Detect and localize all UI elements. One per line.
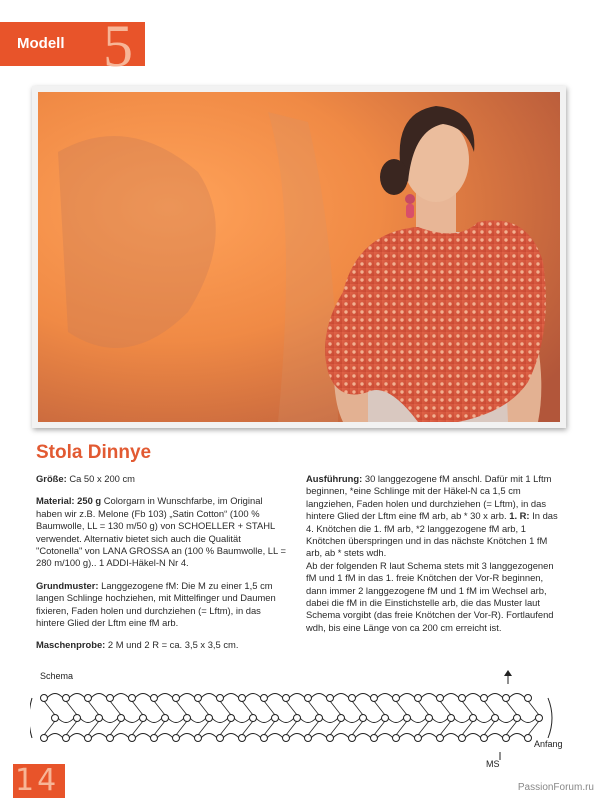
schema-rows <box>30 694 552 742</box>
material-paragraph: Material: 250 g Colorgarn in Wunschfarbe, im Original haben wir z.B. Melone (Fb 103) „Satin Cotton“ (100 % Baumwolle, LL = 130 m/50 g) von SCHOELLER + STAHL verwendet. Alternativ bietet sich auch die Qualität "Cotonella" von LANA GROSSA an (100 % Baumwolle, LL = 280 m/100 g).. 1 ADDI-Häkel-N Nr 4. <box>36 495 286 569</box>
right-column <box>306 473 564 644</box>
left-column <box>36 473 288 662</box>
watermark: PassionForum.ru <box>517 782 594 793</box>
model-label: Modell <box>17 35 65 52</box>
page-number: 14 <box>15 763 60 798</box>
pattern-title: Stola Dinnye <box>36 442 152 463</box>
crochet-schema-diagram <box>30 668 570 768</box>
up-arrow-icon <box>504 670 512 676</box>
size-paragraph: Größe: Ca 50 x 200 cm <box>36 473 135 484</box>
ausfuehrung-continued: Ab der folgenden R laut Schema stets mit 3 langgezogenen fM und 1 fM in das 1. freie Knötchen der Vor-R beginnen, dann immer 2 langgezogene fM und 1 fM im Wechsel arb, dabei die fM in die Einstichstelle arb, die das Muster laut Schema vorgibt (das freie Knötchen der Vor-R). Fortlaufend wdh, bis eine Länge von ca 200 cm erreicht ist. <box>306 559 554 633</box>
model-number: 5 <box>103 13 133 79</box>
model-photo <box>38 92 560 422</box>
anfang-label: Anfang <box>534 739 563 749</box>
maschenprobe-paragraph: Maschenprobe: 2 M und 2 R = ca. 3,5 x 3,5 cm. <box>36 639 239 651</box>
schema-label: Schema <box>40 671 74 681</box>
grundmuster-paragraph: Grundmuster: Langgezogene fM: Die M zu einer 1,5 cm langen Schlinge hochziehen, mit Mittelfinger und Daumen fixieren, Faden holen und durchziehen (= Lftm), in das hintere Glied der Lftm eine fM arb. <box>36 579 276 629</box>
ms-label: MS <box>486 759 500 769</box>
photo-illustration <box>38 92 560 422</box>
ausfuehrung-paragraph: Ausführung: 30 langgezogene fM anschl. Dafür mit 1 Lftm beginnen, *eine Schlinge mit der Häkel-N ca 1,5 cm langziehen, Faden holen und durchziehen (= Lftm), in das hintere Glied der Lftm eine fM arb, ab * 30 x arb. 1. R: In das 4. Knötchen die 1. fM arb, *2 langgezogene fM arb, 1 Knötchen überspringen und in das nächste Knötchen 1 fM arb, ab * stets wdh. <box>306 473 558 559</box>
